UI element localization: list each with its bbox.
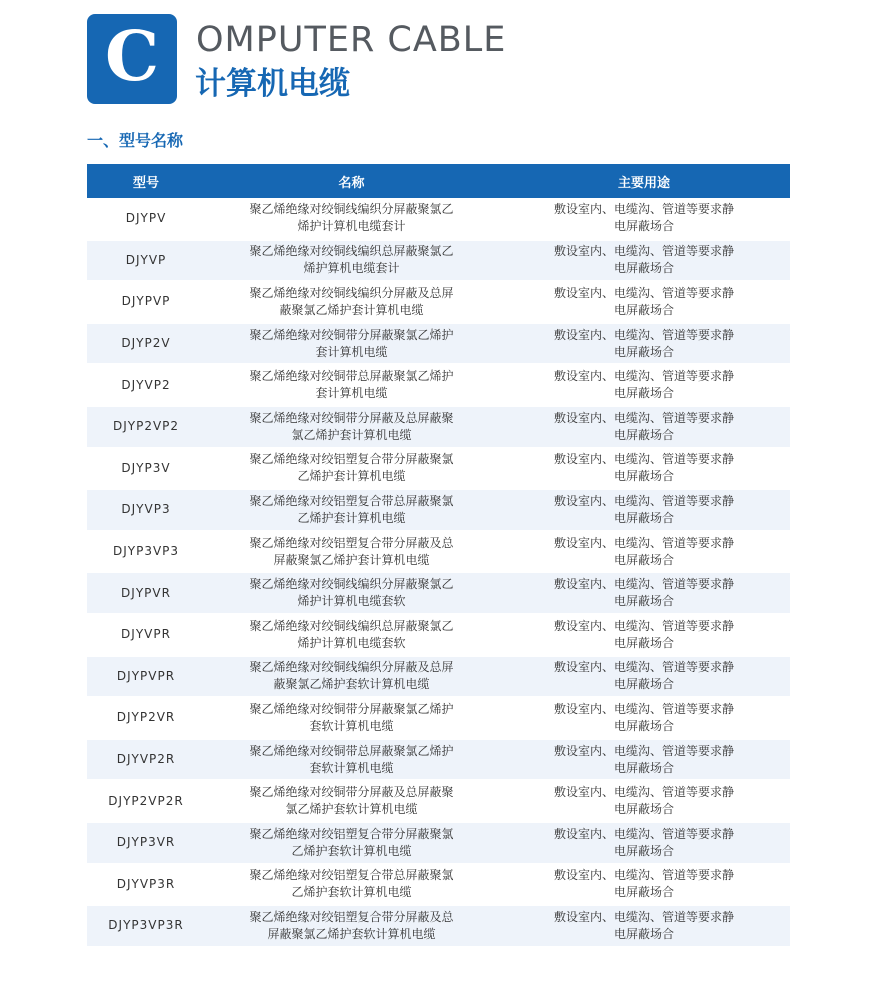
table-row — [87, 780, 790, 822]
usage-cell: 敷设室内、电缆沟、管道等要求静电屏蔽场合 — [498, 572, 790, 614]
model-cell: DJYVP2R — [87, 739, 205, 781]
column-header-model: 型号 — [87, 164, 205, 198]
table-row — [87, 739, 790, 781]
table-row — [87, 697, 790, 739]
table-row — [87, 198, 790, 240]
table-row — [87, 489, 790, 531]
usage-cell: 敷设室内、电缆沟、管道等要求静电屏蔽场合 — [498, 614, 790, 656]
table-row — [87, 364, 790, 406]
table-row — [87, 240, 790, 282]
logo-letter: C — [104, 17, 160, 97]
usage-cell: 敷设室内、电缆沟、管道等要求静电屏蔽场合 — [498, 323, 790, 365]
name-cell: 聚乙烯绝缘对绞铝塑复合带分屏蔽及总屏蔽聚氯乙烯护套计算机电缆 — [205, 531, 498, 573]
usage-cell: 敷设室内、电缆沟、管道等要求静电屏蔽场合 — [498, 364, 790, 406]
usage-cell: 敷设室内、电缆沟、管道等要求静电屏蔽场合 — [498, 281, 790, 323]
model-cell: DJYVP2 — [87, 364, 205, 406]
usage-cell: 敷设室内、电缆沟、管道等要求静电屏蔽场合 — [498, 697, 790, 739]
name-cell: 聚乙烯绝缘对绞铜带总屏蔽聚氯乙烯护套软计算机电缆 — [205, 739, 498, 781]
column-header-usage: 主要用途 — [498, 164, 790, 198]
name-cell: 聚乙烯绝缘对绞铜线编织分屏蔽聚氯乙烯护计算机电缆套计 — [205, 198, 498, 240]
name-cell: 聚乙烯绝缘对绞铜线编织总屏蔽聚氯乙烯护计算机电缆套软 — [205, 614, 498, 656]
name-cell: 聚乙烯绝缘对绞铜带分屏蔽及总屏蔽聚氯乙烯护套计算机电缆 — [205, 406, 498, 448]
model-cell: DJYVPR — [87, 614, 205, 656]
table-body — [87, 198, 790, 947]
name-cell: 聚乙烯绝缘对绞铜带分屏蔽聚氯乙烯护套软计算机电缆 — [205, 697, 498, 739]
table-row — [87, 531, 790, 573]
name-cell: 聚乙烯绝缘对绞铜线编织分屏蔽及总屏蔽聚氯乙烯护套计算机电缆 — [205, 281, 498, 323]
table-row — [87, 905, 790, 947]
usage-cell: 敷设室内、电缆沟、管道等要求静电屏蔽场合 — [498, 531, 790, 573]
model-cell: DJYVP3 — [87, 489, 205, 531]
model-cell: DJYVP3R — [87, 864, 205, 906]
table-header-row — [87, 164, 790, 198]
usage-cell: 敷设室内、电缆沟、管道等要求静电屏蔽场合 — [498, 739, 790, 781]
model-cell: DJYP2VR — [87, 697, 205, 739]
model-cell: DJYPVPR — [87, 656, 205, 698]
usage-cell: 敷设室内、电缆沟、管道等要求静电屏蔽场合 — [498, 864, 790, 906]
name-cell: 聚乙烯绝缘对绞铝塑复合带总屏蔽聚氯乙烯护套计算机电缆 — [205, 489, 498, 531]
title-english: OMPUTER CABLE — [196, 20, 507, 60]
name-cell: 聚乙烯绝缘对绞铜带分屏蔽及总屏蔽聚氯乙烯护套软计算机电缆 — [205, 780, 498, 822]
name-cell: 聚乙烯绝缘对绞铝塑复合带分屏蔽聚氯乙烯护套软计算机电缆 — [205, 822, 498, 864]
model-cell: DJYP2VP2R — [87, 780, 205, 822]
usage-cell: 敷设室内、电缆沟、管道等要求静电屏蔽场合 — [498, 406, 790, 448]
name-cell: 聚乙烯绝缘对绞铜带总屏蔽聚氯乙烯护套计算机电缆 — [205, 364, 498, 406]
table-row — [87, 572, 790, 614]
name-cell: 聚乙烯绝缘对绞铝塑复合带分屏蔽及总屏蔽聚氯乙烯护套软计算机电缆 — [205, 905, 498, 947]
model-cell: DJYP3VP3 — [87, 531, 205, 573]
name-cell: 聚乙烯绝缘对绞铜线编织总屏蔽聚氯乙烯护算机电缆套计 — [205, 240, 498, 282]
name-cell: 聚乙烯绝缘对绞铜带分屏蔽聚氯乙烯护套计算机电缆 — [205, 323, 498, 365]
usage-cell: 敷设室内、电缆沟、管道等要求静电屏蔽场合 — [498, 656, 790, 698]
model-cell: DJYP3VP3R — [87, 905, 205, 947]
usage-cell: 敷设室内、电缆沟、管道等要求静电屏蔽场合 — [498, 198, 790, 240]
name-cell: 聚乙烯绝缘对绞铜线编织分屏蔽聚氯乙烯护计算机电缆套软 — [205, 572, 498, 614]
title-chinese: 计算机电缆 — [195, 66, 350, 102]
table-row — [87, 281, 790, 323]
model-cell: DJYP2V — [87, 323, 205, 365]
table-row — [87, 406, 790, 448]
model-cell: DJYPVP — [87, 281, 205, 323]
name-cell: 聚乙烯绝缘对绞铝塑复合带总屏蔽聚氯乙烯护套软计算机电缆 — [205, 864, 498, 906]
usage-cell: 敷设室内、电缆沟、管道等要求静电屏蔽场合 — [498, 905, 790, 947]
logo-badge — [87, 14, 177, 104]
table-row — [87, 656, 790, 698]
model-cell: DJYP3VR — [87, 822, 205, 864]
usage-cell: 敷设室内、电缆沟、管道等要求静电屏蔽场合 — [498, 489, 790, 531]
table-row — [87, 614, 790, 656]
model-cell: DJYPVR — [87, 572, 205, 614]
section-heading: 一、型号名称 — [87, 131, 184, 150]
model-cell: DJYP2VP2 — [87, 406, 205, 448]
table-row — [87, 323, 790, 365]
table-row — [87, 864, 790, 906]
name-cell: 聚乙烯绝缘对绞铝塑复合带分屏蔽聚氯乙烯护套计算机电缆 — [205, 448, 498, 490]
usage-cell: 敷设室内、电缆沟、管道等要求静电屏蔽场合 — [498, 240, 790, 282]
model-cell: DJYVP — [87, 240, 205, 282]
usage-cell: 敷设室内、电缆沟、管道等要求静电屏蔽场合 — [498, 822, 790, 864]
model-cell: DJYP3V — [87, 448, 205, 490]
column-header-name: 名称 — [205, 164, 498, 198]
name-cell: 聚乙烯绝缘对绞铜线编织分屏蔽及总屏蔽聚氯乙烯护套软计算机电缆 — [205, 656, 498, 698]
usage-cell: 敷设室内、电缆沟、管道等要求静电屏蔽场合 — [498, 780, 790, 822]
table-row — [87, 822, 790, 864]
model-table — [87, 164, 790, 948]
table-row — [87, 448, 790, 490]
usage-cell: 敷设室内、电缆沟、管道等要求静电屏蔽场合 — [498, 448, 790, 490]
model-cell: DJYPV — [87, 198, 205, 240]
